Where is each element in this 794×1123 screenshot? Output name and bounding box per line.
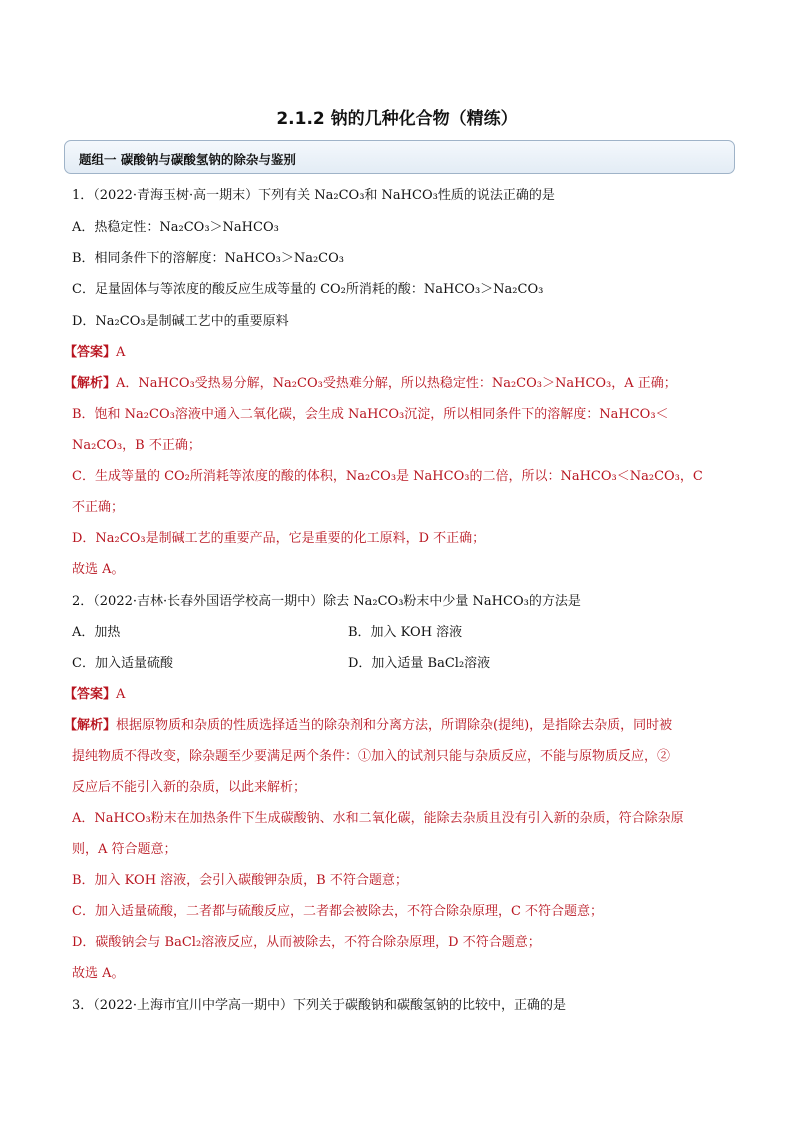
q2-option-c: C．加入适量硫酸 bbox=[72, 656, 173, 671]
q1-analysis-line-4: C．生成等量的 CO₂所消耗等浓度的酸的体积，Na₂CO₃是 NaHCO₃的二倍，所以：NaHCO₃＜Na₂CO₃，C bbox=[72, 469, 703, 484]
q2-option-d: D．加入适量 BaCl₂溶液 bbox=[348, 656, 491, 671]
analysis-tag: 【解析】 bbox=[64, 718, 117, 733]
q1-option-a: A．热稳定性：Na₂CO₃＞NaHCO₃ bbox=[72, 220, 279, 235]
analysis-text: A．NaHCO₃受热易分解，Na₂CO₃受热难分解，所以热稳定性：Na₂CO₃＞NaHCO₃，A 正确； bbox=[116, 376, 677, 391]
analysis-tag: 【解析】 bbox=[64, 376, 117, 391]
answer-value: A bbox=[116, 687, 126, 702]
q2-analysis-line-5: 则，A 符合题意； bbox=[72, 842, 177, 857]
q2-analysis-line-7: C．加入适量硫酸，二者都与硫酸反应，二者都会被除去，不符合除杂原理，C 不符合题意； bbox=[72, 904, 604, 919]
q1-stem: 1．（2022·青海玉树·高一期末）下列有关 Na₂CO₃和 NaHCO₃性质的说法正确的是 bbox=[72, 188, 555, 203]
q2-option-b: B．加入 KOH 溶液 bbox=[348, 625, 463, 640]
q2-analysis-line-3: 反应后不能引入新的杂质，以此来解析； bbox=[72, 780, 307, 795]
q1-analysis-line-7: 故选 A。 bbox=[72, 562, 125, 577]
section-header-label: 题组一 碳酸钠与碳酸氢钠的除杂与鉴别 bbox=[79, 152, 296, 167]
q3-stem: 3．（2022·上海市宜川中学高一期中）下列关于碳酸钠和碳酸氢钠的比较中，正确的是 bbox=[72, 998, 566, 1013]
answer-value: A bbox=[116, 345, 126, 360]
q2-analysis-line-9: 故选 A。 bbox=[72, 966, 125, 981]
answer-tag: 【答案】 bbox=[64, 345, 117, 360]
q2-option-a: A．加热 bbox=[72, 625, 121, 640]
q2-analysis-line-1 bbox=[64, 718, 672, 734]
q1-option-c: C．足量固体与等浓度的酸反应生成等量的 CO₂所消耗的酸：NaHCO₃＞Na₂CO₃ bbox=[72, 282, 544, 297]
q1-option-d: D．Na₂CO₃是制碱工艺中的重要原料 bbox=[72, 314, 289, 329]
q2-analysis-line-4: A．NaHCO₃粉末在加热条件下生成碳酸钠、水和二氧化碳，能除去杂质且没有引入新的杂质，符合除杂原 bbox=[72, 811, 684, 826]
q2-answer bbox=[64, 687, 125, 703]
q1-analysis-line-1 bbox=[64, 376, 677, 392]
q2-analysis-line-6: B．加入 KOH 溶液，会引入碳酸钾杂质，B 不符合题意； bbox=[72, 873, 408, 888]
analysis-text: 根据原物质和杂质的性质选择适当的除杂剂和分离方法，所谓除杂(提纯)，是指除去杂质，同时被 bbox=[116, 718, 673, 733]
q1-analysis-line-3: Na₂CO₃，B 不正确； bbox=[72, 438, 201, 453]
q2-analysis-line-8: D．碳酸钠会与 BaCl₂溶液反应，从而被除去，不符合除杂原理，D 不符合题意； bbox=[72, 935, 541, 950]
answer-tag: 【答案】 bbox=[64, 687, 117, 702]
q1-analysis-line-6: D．Na₂CO₃是制碱工艺的重要产品，它是重要的化工原料，D 不正确； bbox=[72, 531, 486, 546]
section-header bbox=[64, 140, 735, 174]
q2-analysis-line-2: 提纯物质不得改变，除杂题至少要满足两个条件：①加入的试剂只能与杂质反应，不能与原物质反应，② bbox=[72, 749, 671, 764]
q1-option-b: B．相同条件下的溶解度：NaHCO₃＞Na₂CO₃ bbox=[72, 251, 344, 266]
q1-analysis-line-2: B．饱和 Na₂CO₃溶液中通入二氧化碳，会生成 NaHCO₃沉淀，所以相同条件下的溶解度：NaHCO₃＜ bbox=[72, 407, 669, 422]
page-title: 2.1.2 钠的几种化合物（精练） bbox=[276, 109, 518, 129]
q1-answer bbox=[64, 345, 125, 361]
q2-stem: 2．（2022·吉林·长春外国语学校高一期中）除去 Na₂CO₃粉末中少量 NaHCO₃的方法是 bbox=[72, 594, 581, 609]
q1-analysis-line-5: 不正确； bbox=[72, 500, 125, 515]
